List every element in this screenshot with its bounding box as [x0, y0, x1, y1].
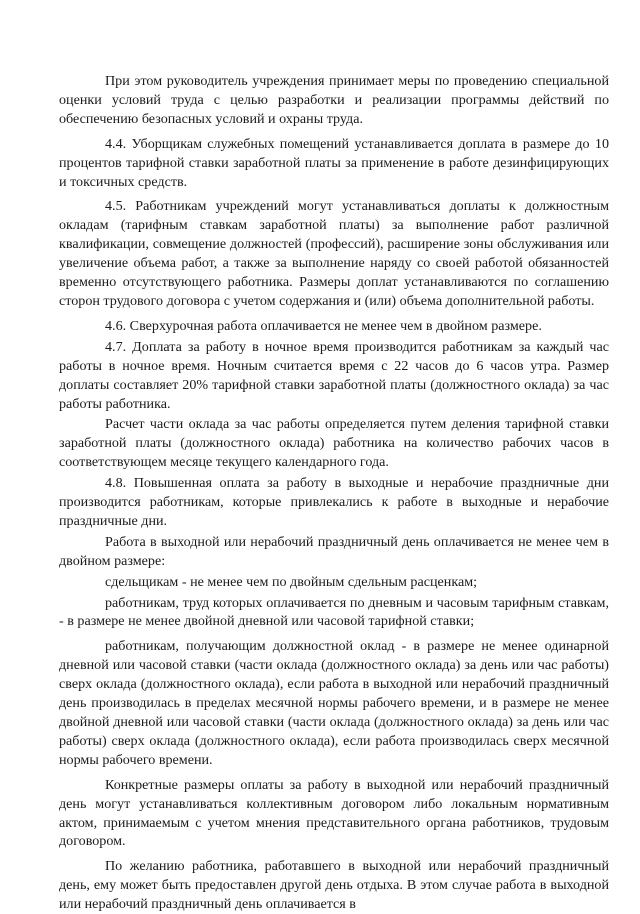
paragraph-safety-assessment: При этом руководитель учреждения принимает меры по проведению специальной оценки условий труда с целью разработки и реализации программы действий по обеспечению безопасных условий и охраны труда. [59, 73, 609, 127]
paragraph-4-8-holiday-pay: 4.8. Повышенная оплата за работу в выходные и нерабочие праздничные дни производится работникам, которые привлекались к работе в выходные и нерабочие праздничные дни. [59, 475, 609, 529]
paragraph-piece-workers: сдельщикам - не менее чем по двойным сдельным расценкам; [105, 573, 478, 590]
paragraph-double-rate: Работа в выходной или нерабочий праздничный день оплачивается не менее чем в двойном размере: [59, 533, 609, 569]
paragraph-4-6-overtime: 4.6. Сверхурочная работа оплачивается не менее чем в двойном размере. [105, 317, 542, 334]
paragraph-4-4-cleaners-bonus: 4.4. Уборщикам служебных помещений устанавливается доплата в размере до 10 процентов тарифной ставки заработной платы за применение в работе дезинфицирующих и токсичных средств. [59, 135, 609, 190]
paragraph-salaried-workers: работникам, получающим должностной оклад - в размере не менее одинарной дневной или часовой ставки (части оклада (должностного оклада) за день или час работы) сверх оклада (должностного оклада), если работа в выходной или нерабочий праздничный день производилась в пределах месячной нормы рабочего времени, и в размере не менее двойной дневной или часовой ставки (части оклада (должностного оклада) за день или час работы) сверх оклада (должностного оклада), если работа производилась сверх месячной нормы рабочего времени. [59, 638, 609, 768]
paragraph-hourly-calculation: Расчет части оклада за час работы определяется путем деления тарифной ставки заработной платы (должностного оклада) работника на количество рабочих часов в соответствующем месяце текущего календарного года. [59, 416, 609, 471]
paragraph-4-7-night-work: 4.7. Доплата за работу в ночное время производится работникам за каждый час работы в ночное время. Ночным считается время с 22 часов до 6 часов утра. Размер доплаты составляет 20% тарифной ставки заработной платы (должностного оклада) за час работы работника. [59, 338, 609, 412]
paragraph-specific-amounts: Конкретные размеры оплаты за работу в выходной или нерабочий праздничный день могут устанавливаться коллективным договором либо локальным нормативным актом, принимаемым с учетом мнения представительного органа работников, трудовым договором. [59, 776, 609, 850]
paragraph-tariff-workers: работникам, труд которых оплачивается по дневным и часовым тарифным ставкам, - в размере не менее двойной дневной или часовой тарифной ставки; [59, 594, 609, 630]
paragraph-day-off-option: По желанию работника, работавшего в выходной или нерабочий праздничный день, ему может быть предоставлен другой день отдыха. В этом случае работа в выходной или нерабочий праздничный день оплачивается в [59, 858, 609, 913]
paragraph-4-5-additional-payments: 4.5. Работникам учреждений могут устанавливаться доплаты к должностным окладам (тарифным ставкам заработной платы) за выполнение работ различной квалификации, совмещение должностей (профессий), расширение зоны обслуживания или увеличение объема работ, а также за выполнение наряду со своей работой обязанностей временно отсутствующего работника. Размеры доплат устанавливаются по соглашению сторон трудового договора с учетом содержания и (или) объема дополнительной работы. [59, 198, 609, 309]
